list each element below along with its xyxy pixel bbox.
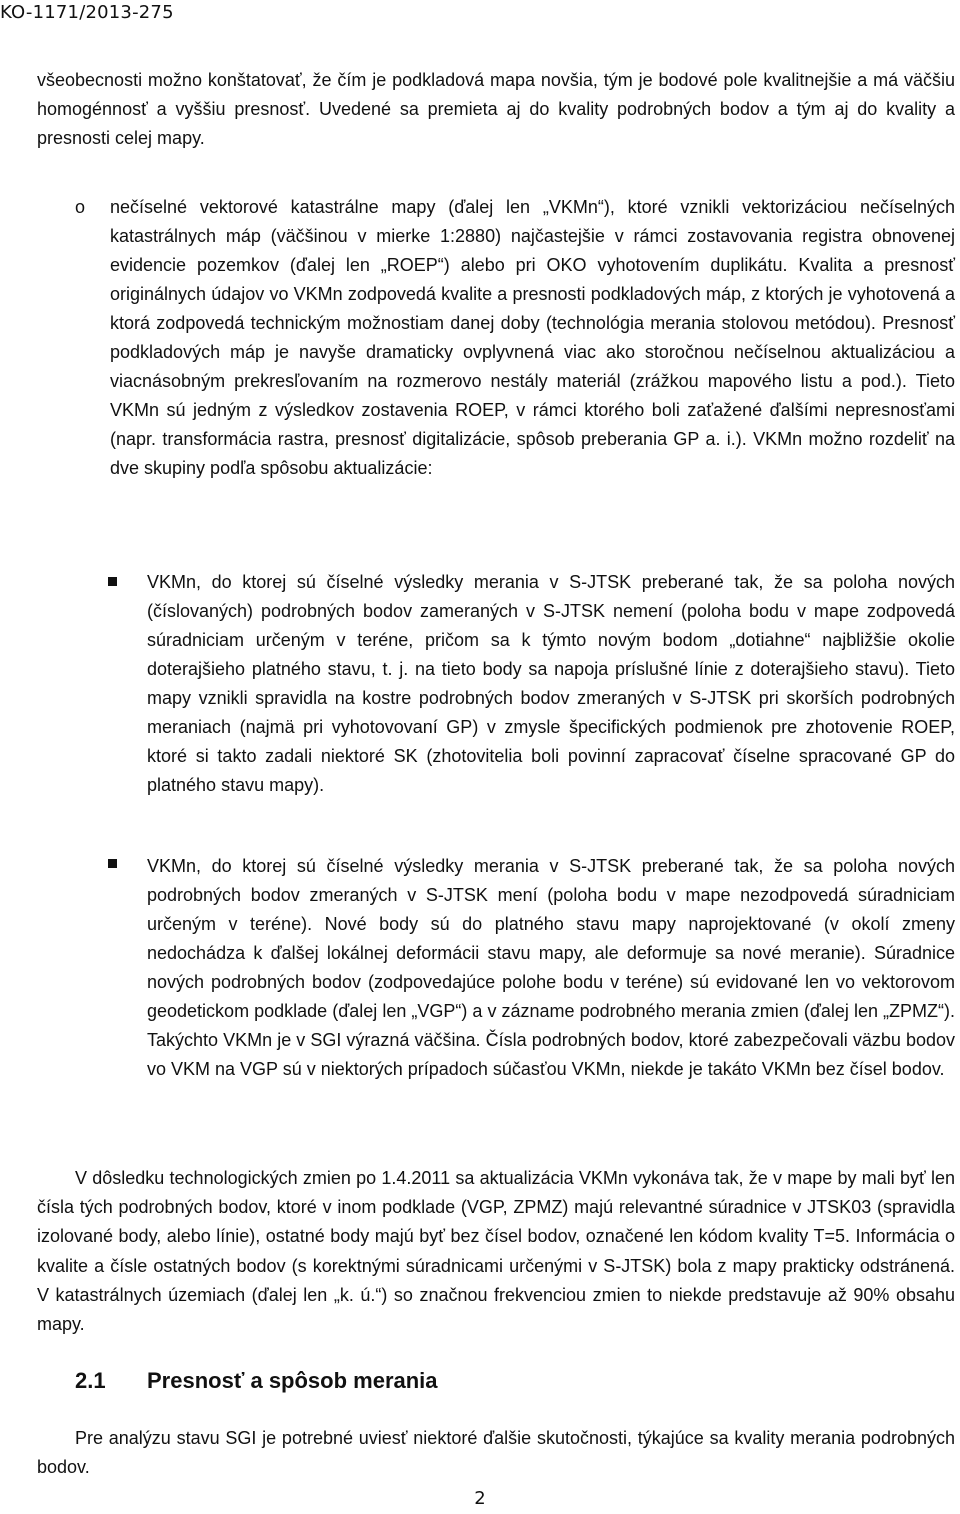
square-bullet-icon xyxy=(108,859,117,868)
intro-paragraph: všeobecnosti možno konštatovať, že čím je podkladová mapa novšia, tým je bodové pole kvalitnejšie a má väčšiu homogénnosť a vyššiu presnosť. Uvedené sa premieta aj do kvality podrobných bodov a tým aj do kvality a presnosti celej mapy. xyxy=(37,70,955,148)
closing-paragraph: Pre analýzu stavu SGI je potrebné uviesť niektoré ďalšie skutočnosti, týkajúce sa kvality merania podrobných bodov. xyxy=(37,1428,955,1477)
main-paragraph: V dôsledku technologických zmien po 1.4.2011 sa aktualizácia VKMn vykonáva tak, že v mape by mali byť len čísla tých podrobných bodov, ktoré v inom podklade (VGP, ZPMZ) majú relevantné súradnice v JTSK03 (spravidla izolované body, alebo línie), ostatné body majú byť bez čísel bodov, označené len kódom kvality T=5. Informácia o kvalite a čísle ostatných bodov (s korektnými súradnicami určenými v S-JTSK) bola z mapy prakticky odstránená. V katastrálnych územiach (ďalej len „k. ú.“) so značnou frekvenciou zmien to niekde predstavuje až 90% obsahu mapy. xyxy=(37,1168,955,1335)
circle-bullet-icon: o xyxy=(75,197,86,217)
list-item: VKMn, do ktorej sú číselné výsledky merania v S-JTSK preberané tak, že sa poloha nových (číslovaných) podrobných bodov zameraných v S-JTSK nemení (poloha bodu v mape zodpovedá súradniciam určeným v teréne, pričom sa k týmto novým bodom „dotiahne“ najbližšie okolie doterajšieho platného stavu, t. j. na tieto body sa napoja príslušné línie z doterajšieho stavu). Tieto mapy vznikli spravidla na kostre podrobných bodov zmeraných v S-JTSK pri skorších podrobných meraniach (najmä pri vyhotovovaní GP) v zmysle špecifických podmienok pre zhotovenie ROEP, ktoré si takto zadali niektoré SK (zhotovitelia boli povinní zapracovať číselne spracované GP do platného stavu mapy). xyxy=(147,572,955,795)
document-id: KO-1171/2013-275 xyxy=(0,2,174,23)
section-heading xyxy=(75,1366,438,1396)
vkmn-paragraph: nečíselné vektorové katastrálne mapy (ďalej len „VKMn“), ktoré vznikli vektorizáciou nečíselných katastrálnych máp (väčšinou v mierke 1:2880) najčastejšie v rámci zostavovania registra obnovenej evidencie pozemkov (ďalej len „ROEP“) alebo pri OKO vyhotovením duplikátu. Kvalita a presnosť originálnych údajov vo VKMn zodpovedá kvalite a presnosti podkladových máp, z ktorých je vyhotovená a ktorá zodpovedá technickým možnostiam danej doby (technológia merania stolovou metódou). Presnosť podkladových máp je navyše dramaticky ovplyvnená viac ako storočnou nečíselnou aktualizáciou a viacnásobným prekresľovaním na rozmerovo nestály materiál (zrážkou mapového listu a pod.). Tieto VKMn sú jedným z výsledkov zostavenia ROEP, v rámci ktorého boli zaťažené ďalšími nepresnosťami (napr. transformácia rastra, presnosť digitalizácie, spôsob preberania GP a. i.). VKMn možno rozdeliť na dve skupiny podľa spôsobu aktualizácie: xyxy=(110,197,955,478)
page-number: 2 xyxy=(474,1488,486,1509)
list-item: VKMn, do ktorej sú číselné výsledky merania v S-JTSK preberané tak, že sa poloha nových podrobných bodov zmeraných v S-JTSK mení (poloha bodu v mape nezodpovedá súradniciam určeným v teréne). Nové body sú do platného stavu mapy naprojektované (v okolí zmeny nedochádza k ďalšej lokálnej deformácii stavu mapy, ale deformuje sa nové meranie). Súradnice nových podrobných bodov (zodpovedajúce polohe bodu v teréne) sú evidované len vo vektorovom geodetickom podklade (ďalej len „VGP“) a v zázname podrobného merania zmien (ďalej len „ZPMZ“). Takýchto VKMn je v SGI výrazná väčšina. Čísla podrobných bodov, ktoré zabezpečovali väzbu bodov vo VKM na VGP sú v niektorých prípadoch súčasťou VKMn, niekde je takáto VKMn bez čísel bodov. xyxy=(147,856,955,1079)
section-title: Presnosť a spôsob merania xyxy=(147,1368,438,1393)
square-bullet-icon xyxy=(108,577,117,586)
section-number: 2.1 xyxy=(75,1368,106,1393)
